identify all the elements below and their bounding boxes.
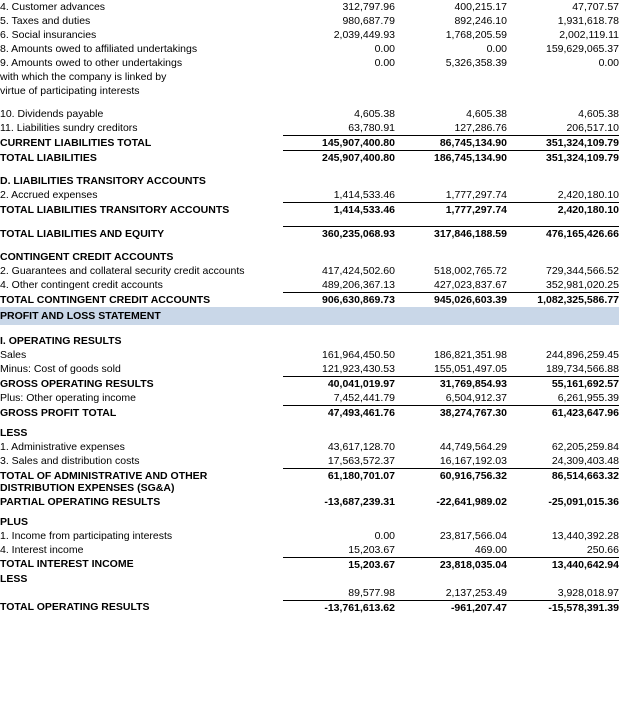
amount-cell [283, 70, 395, 84]
amount-cell: 47,707.57 [572, 1, 619, 13]
amount-cell: 5,326,358.39 [445, 57, 507, 69]
table-row [0, 406, 619, 421]
amount-cell: 15,203.67 [348, 543, 395, 556]
section-band-label: PROFIT AND LOSS STATEMENT [0, 307, 283, 325]
row-label [0, 586, 283, 601]
amount-cell: 317,846,188.59 [395, 227, 507, 242]
table-row [0, 377, 619, 392]
table-row [0, 495, 619, 509]
amount-cell: 2,420,180.10 [557, 189, 619, 201]
row-label: 3. Sales and distribution costs [0, 455, 140, 467]
table-row [0, 84, 619, 98]
amount-cell: 1,931,618.78 [557, 15, 619, 27]
amount-cell [283, 515, 395, 529]
amount-cell: 1,082,325,586.77 [507, 293, 619, 308]
table-row [0, 151, 619, 166]
row-label: PLUS [0, 515, 29, 528]
amount-cell [395, 84, 507, 98]
amount-cell [507, 426, 619, 440]
row-label: 8. Amounts owed to affiliated undertakings [0, 43, 198, 55]
row-label: TOTAL OF ADMINISTRATIVE AND OTHER DISTRIBUTION EXPENSES (SG&A) [0, 469, 208, 494]
row-label: TOTAL CONTINGENT CREDIT ACCOUNTS [0, 293, 211, 306]
row-label: 5. Taxes and duties [0, 15, 91, 27]
table-row [0, 188, 619, 203]
row-label: virtue of participating interests [0, 85, 140, 97]
amount-cell: 427,023,837.67 [434, 279, 507, 291]
amount-cell: 127,286.76 [454, 122, 507, 134]
amount-cell [395, 515, 507, 529]
spacer-cell [0, 325, 619, 334]
table-row [0, 529, 619, 543]
table-row [0, 572, 619, 586]
row-label: 9. Amounts owed to other undertakings [0, 57, 183, 69]
amount-cell: 0.00 [374, 43, 395, 55]
amount-cell: 63,780.91 [348, 122, 395, 134]
amount-cell: 1,414,533.46 [333, 189, 395, 201]
amount-cell: 43,617,128.70 [327, 441, 395, 453]
amount-cell: 2,039,449.93 [333, 29, 395, 41]
amount-cell [283, 84, 395, 98]
table-row [0, 278, 619, 293]
amount-cell: 3,928,018.97 [557, 586, 619, 599]
row-label: GROSS OPERATING RESULTS [0, 377, 154, 390]
amount-cell [507, 250, 619, 264]
amount-cell: 1,768,205.59 [445, 29, 507, 41]
amount-cell: 31,769,854.93 [395, 377, 507, 392]
amount-cell [395, 572, 507, 586]
amount-cell: 155,051,497.05 [434, 363, 507, 375]
amount-cell [283, 426, 395, 440]
table-row [0, 362, 619, 377]
table-row [0, 203, 619, 218]
amount-cell: 476,165,426.66 [507, 227, 619, 242]
amount-cell: -15,578,391.39 [507, 600, 619, 615]
amount-cell: 4,605.38 [578, 108, 619, 120]
amount-cell: 47,493,461.76 [283, 406, 395, 421]
table-row [0, 586, 619, 601]
amount-cell: 86,745,134.90 [395, 136, 507, 151]
table-row [0, 293, 619, 308]
amount-cell: 0.00 [486, 43, 507, 55]
row-label: CONTINGENT CREDIT ACCOUNTS [0, 251, 174, 263]
amount-cell: 62,205,259.84 [551, 441, 619, 453]
amount-cell: 24,309,403.48 [551, 455, 619, 467]
amount-cell: 159,629,065.37 [546, 43, 619, 55]
table-row [0, 469, 619, 495]
amount-cell: 352,981,020.25 [546, 279, 619, 291]
amount-cell [507, 515, 619, 529]
amount-cell [507, 334, 619, 348]
amount-cell: 189,734,566.88 [546, 363, 619, 375]
section-band-spacer [395, 307, 507, 325]
amount-cell [395, 334, 507, 348]
amount-cell: 15,203.67 [283, 557, 395, 572]
table-row [0, 174, 619, 188]
amount-cell: 2,420,180.10 [507, 203, 619, 218]
amount-cell [507, 84, 619, 98]
row-label: 6. Social insurancies [0, 29, 97, 41]
amount-cell [395, 70, 507, 84]
amount-cell: 1,777,297.74 [395, 203, 507, 218]
amount-cell: 312,797.96 [342, 1, 395, 13]
amount-cell: 23,818,035.04 [395, 557, 507, 572]
amount-cell: 206,517.10 [566, 122, 619, 134]
spacer-row [0, 217, 619, 227]
table-row [0, 264, 619, 278]
amount-cell: 89,577.98 [348, 586, 395, 599]
amount-cell: 2,002,119.11 [559, 29, 619, 41]
table-row [0, 14, 619, 28]
row-label: LESS [0, 572, 28, 585]
spacer-cell [0, 217, 619, 227]
section-band-spacer [507, 307, 619, 325]
amount-cell: 250.66 [586, 543, 619, 556]
row-label: Minus: Cost of goods sold [0, 363, 121, 375]
table-row [0, 42, 619, 56]
amount-cell: 351,324,109.79 [507, 151, 619, 166]
row-label: GROSS PROFIT TOTAL [0, 406, 117, 419]
amount-cell: 1,414,533.46 [283, 203, 395, 218]
amount-cell: -961,207.47 [395, 600, 507, 615]
amount-cell: 61,423,647.96 [507, 406, 619, 421]
amount-cell: 55,161,692.57 [507, 377, 619, 392]
spacer-cell [0, 98, 619, 107]
amount-cell: 38,274,767.30 [395, 406, 507, 421]
amount-cell [283, 250, 395, 264]
amount-cell: 161,964,450.50 [322, 349, 395, 361]
row-label: with which the company is linked by [0, 71, 167, 83]
row-label: LESS [0, 427, 28, 439]
amount-cell: 40,041,019.97 [283, 377, 395, 392]
table-row [0, 227, 619, 242]
amount-cell: 518,002,765.72 [434, 265, 507, 277]
spacer-cell [0, 165, 619, 174]
row-label: 4. Interest income [0, 543, 84, 556]
spacer-row [0, 165, 619, 174]
amount-cell [507, 572, 619, 586]
amount-cell: 906,630,869.73 [283, 293, 395, 308]
spacer-row [0, 325, 619, 334]
amount-cell: 60,916,756.32 [395, 469, 507, 495]
amount-cell: 351,324,109.79 [507, 136, 619, 151]
row-label: TOTAL OPERATING RESULTS [0, 601, 150, 613]
amount-cell: 0.00 [374, 57, 395, 69]
amount-cell [507, 70, 619, 84]
row-label: TOTAL LIABILITIES AND EQUITY [0, 227, 165, 240]
amount-cell: 0.00 [374, 529, 395, 542]
section-band-spacer [283, 307, 395, 325]
amount-cell: 17,563,572.37 [327, 455, 395, 467]
amount-cell [283, 174, 395, 188]
amount-cell [395, 426, 507, 440]
table-row [0, 391, 619, 406]
amount-cell [507, 174, 619, 188]
row-label: 10. Dividends payable [0, 108, 104, 120]
table-row [0, 334, 619, 348]
table-row [0, 454, 619, 469]
amount-cell: 469.00 [474, 543, 507, 556]
table-row [0, 426, 619, 440]
amount-cell: 13,440,642.94 [507, 557, 619, 572]
row-label: 11. Liabilities sundry creditors [0, 122, 138, 134]
amount-cell: 980,687.79 [342, 15, 395, 27]
amount-cell: 245,907,400.80 [283, 151, 395, 166]
amount-cell: 16,167,192.03 [439, 455, 507, 467]
table-row [0, 440, 619, 454]
amount-cell: 44,749,564.29 [439, 441, 507, 453]
amount-cell [283, 572, 395, 586]
amount-cell: 6,261,955.39 [557, 392, 619, 404]
row-label: Plus: Other operating income [0, 392, 136, 404]
amount-cell: -13,687,239.31 [324, 495, 395, 508]
amount-cell: -22,641,989.02 [436, 495, 507, 508]
amount-cell: 0.00 [598, 57, 619, 69]
amount-cell: 892,246.10 [454, 15, 507, 27]
amount-cell: 400,215.17 [454, 1, 507, 13]
row-label: PARTIAL OPERATING RESULTS [0, 495, 161, 508]
table-row [0, 0, 619, 14]
amount-cell: -13,761,613.62 [283, 600, 395, 615]
amount-cell: 945,026,603.39 [395, 293, 507, 308]
table-row [0, 28, 619, 42]
amount-cell: 186,821,351.98 [434, 349, 507, 361]
amount-cell: 2,137,253.49 [445, 586, 507, 599]
amount-cell: 360,235,068.93 [283, 227, 395, 242]
row-label: TOTAL LIABILITIES [0, 151, 97, 164]
table-row [0, 70, 619, 84]
amount-cell: 4,605.38 [354, 108, 395, 120]
amount-cell: 729,344,566.52 [546, 265, 619, 277]
amount-cell: 244,896,259.45 [546, 349, 619, 361]
amount-cell: 121,923,430.53 [322, 363, 395, 375]
table-row [0, 136, 619, 151]
table-row [0, 557, 619, 572]
row-label: 4. Other contingent credit accounts [0, 279, 163, 291]
table-row [0, 56, 619, 70]
amount-cell [395, 250, 507, 264]
table-row [0, 348, 619, 362]
table-row [0, 515, 619, 529]
spacer-cell [0, 241, 619, 250]
amount-cell: 186,745,134.90 [395, 151, 507, 166]
amount-cell [283, 334, 395, 348]
row-label: 2. Accrued expenses [0, 189, 98, 201]
table-row [0, 121, 619, 136]
row-label: 1. Income from participating interests [0, 529, 173, 542]
amount-cell: 4,605.38 [466, 108, 507, 120]
amount-cell: 13,440,392.28 [551, 529, 619, 542]
amount-cell: 23,817,566.04 [439, 529, 507, 542]
table-row [0, 107, 619, 121]
spacer-row [0, 241, 619, 250]
amount-cell: 145,907,400.80 [283, 136, 395, 151]
amount-cell: 86,514,663.32 [507, 469, 619, 495]
row-label: D. LIABILITIES TRANSITORY ACCOUNTS [0, 175, 206, 187]
amount-cell: 7,452,441.79 [333, 392, 395, 404]
row-label: I. OPERATING RESULTS [0, 335, 122, 347]
spacer-row [0, 98, 619, 107]
row-label: TOTAL INTEREST INCOME [0, 558, 134, 570]
row-label: 1. Administrative expenses [0, 441, 125, 453]
amount-cell: 1,777,297.74 [445, 189, 507, 201]
row-label: Sales [0, 349, 27, 361]
amount-cell: 417,424,502.60 [322, 265, 395, 277]
amount-cell: 489,206,367.13 [322, 279, 395, 291]
section-band [0, 307, 619, 325]
amount-cell: -25,091,015.36 [548, 495, 619, 508]
table-row [0, 600, 619, 615]
amount-cell: 6,504,912.37 [445, 392, 507, 404]
table-row [0, 250, 619, 264]
table-row [0, 543, 619, 558]
row-label: TOTAL LIABILITIES TRANSITORY ACCOUNTS [0, 203, 230, 216]
amount-cell [395, 174, 507, 188]
row-label: CURRENT LIABILITIES TOTAL [0, 136, 152, 149]
amount-cell: 61,180,701.07 [283, 469, 395, 495]
row-label: 2. Guarantees and collateral security credit accounts [0, 265, 245, 277]
row-label: 4. Customer advances [0, 1, 106, 13]
